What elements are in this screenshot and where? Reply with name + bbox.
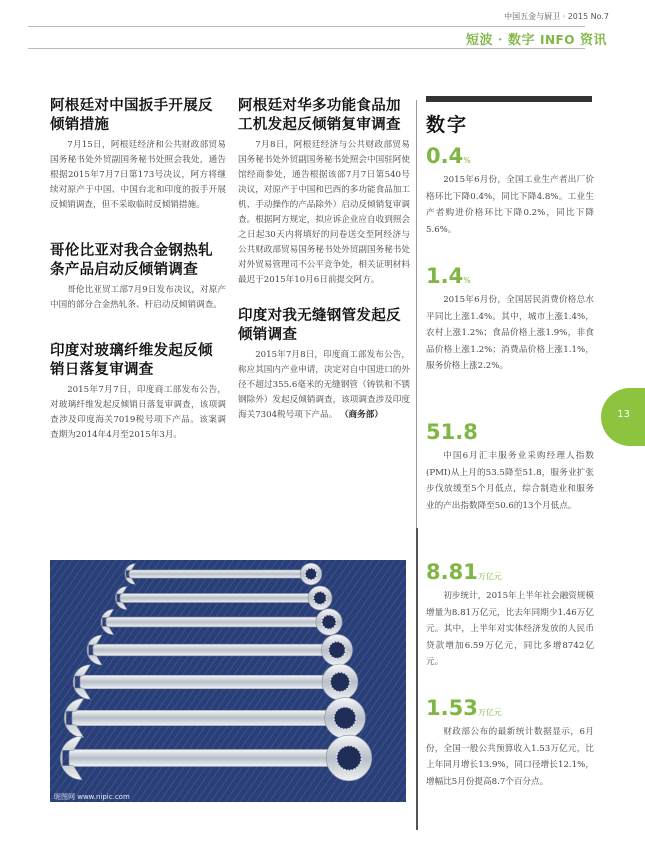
stat-value: 8.81 — [426, 560, 478, 584]
article-body-text: 2015年7月8日，印度商工部发布公告，称应其国内产业申请，决定对自中国进口的外径不超过355.6毫米的无缝钢管（铸铁和不锈钢除外）发起反倾销调查，该项调查涉及印度海关7304税号项下产品。 — [238, 350, 410, 420]
stat-unit: % — [463, 156, 471, 165]
article — [50, 96, 226, 213]
stat-text: 中国6月汇丰服务业采购经理人指数(PMI)从上月的53.5降至51.8，服务业扩张步伐放缓至5个月低点，综合制造业和服务业的产出指数降至50.6的13个月低点。 — [426, 451, 594, 511]
stat-unit: 万亿元 — [477, 708, 502, 717]
numbers-header-bar — [426, 96, 592, 102]
section-cn2: 资讯 — [579, 33, 607, 48]
article — [50, 341, 226, 443]
article-body: 7月8日，阿根廷经济与公共财政部贸易国务秘书处外贸副国务秘书处照会中国驻阿使馆经商参处，通告根据该部7月7日第540号决议，对原产于中国和巴西的多功能食品加工机、手动操作的产品除外）启动反倾销复审调查。根据阿方规定，拟应诉企业应自收到照会之日起30天内将填好的问卷送交至阿经济与公共财政部贸易国务秘书处外贸副国务秘书处对外贸易管理司不公平竞争处，相关证明材料最迟于2015年10月6日前提交阿方。 — [238, 140, 410, 285]
article-body: 7月15日，阿根廷经济和公共财政部贸易国务秘书处外贸副国务秘书处照会我处，通告根据2015年7月7日第173号决议，阿方将继续对原产于中国、中国台北和印度的扳手开展反倾销调查，但不采取临时反倾销措施。 — [50, 140, 226, 210]
stat-value: 0.4 — [426, 144, 464, 168]
article-title: 印度对玻璃纤维发起反倾销日落复审调查 — [50, 342, 213, 378]
stat-text: 初步统计，2015年上半年社会融资规模增量为8.81万亿元，比去年同期少1.46万亿元。其中，上半年对实体经济发放的人民币贷款增加6.59万亿元，同比多增8742亿元。 — [426, 591, 594, 667]
stat-value: 51.8 — [426, 420, 478, 444]
stat-value: 1.53 — [426, 696, 478, 720]
stat-text: 财政部公布的最新统计数据显示，6月份，全国一般公共预算收入1.53万亿元，比上年同月增长13.9%，同口径增长12.1%，增幅比5月份提高8.7个百分点。 — [426, 727, 594, 787]
article-body — [238, 348, 410, 423]
article-body: 哥伦比亚贸工部7月9日发布决议，对原产中国的部分合金热轧条、杆启动反倾销调查。 — [50, 285, 226, 310]
photo-caption: 昵图网 www.nipic.com — [54, 793, 130, 801]
number-item — [426, 560, 594, 671]
article — [238, 96, 410, 288]
article-title: 阿根廷对华多功能食品加工机发起反倾销复审调查 — [238, 97, 401, 133]
number-item — [426, 264, 594, 375]
article-title: 印度对我无缝钢管发起反倾销调查 — [238, 307, 401, 343]
stat-unit: 万亿元 — [477, 572, 502, 581]
header-rule — [28, 26, 585, 27]
column-divider-dark — [416, 528, 418, 830]
issue-label: 中国五金与厨卫 · 2015 No.7 — [504, 12, 609, 21]
section-title — [466, 29, 607, 48]
page-number: 13 — [617, 409, 630, 420]
section-cn: 短波 · 数字 — [465, 33, 536, 48]
section-en: INFO — [540, 33, 575, 47]
number-item — [426, 696, 594, 790]
article-body: 2015年7月7日，印度商工部发布公告，对玻璃纤维发起反倾销日落复审调查，该项调查涉及印度海关7019税号项下产品。该案调查期为2014年4月至2015年3月。 — [50, 385, 226, 440]
wrench-photo — [50, 560, 406, 802]
news-column-2 — [238, 96, 410, 423]
stat-text: 2015年6月份，全国居民消费价格总水平同比上涨1.4%。其中，城市上涨1.4%，农村上涨1.2%；食品价格上涨1.9%，非食品价格上涨1.2%；消费品价格上涨1.1%，服务价格上涨2.2%。 — [426, 295, 594, 371]
article-title: 哥伦比亚对我合金钢热轧条产品启动反倾销调查 — [50, 242, 213, 278]
article — [50, 241, 226, 313]
stat-unit: % — [463, 276, 471, 285]
column-divider — [416, 100, 417, 528]
article-title: 阿根廷对中国扳手开展反倾销措施 — [50, 97, 213, 133]
stat-text: 2015年6月份，全国工业生产者出厂价格环比下降0.4%，同比下降4.8%。工业生产者购进价格环比下降0.2%，同比下降5.6%。 — [426, 175, 594, 235]
news-column-1 — [50, 96, 226, 443]
numbers-title: 数字 — [426, 114, 469, 136]
stat-value: 1.4 — [426, 264, 464, 288]
number-item — [426, 420, 594, 514]
article — [238, 306, 410, 423]
number-item — [426, 144, 594, 238]
article-source: （商务部） — [339, 410, 383, 420]
header-rule-2 — [28, 48, 585, 49]
